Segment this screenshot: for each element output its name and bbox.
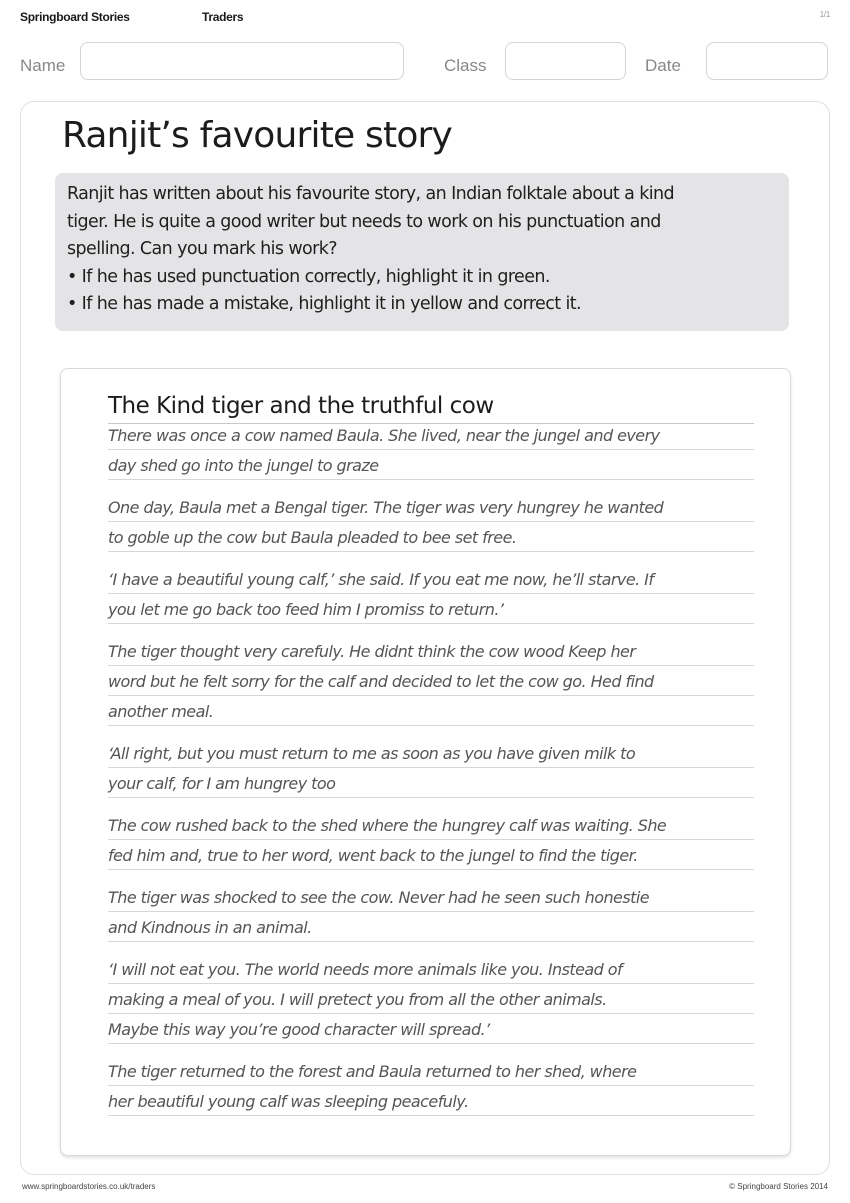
story-paragraph[interactable] <box>108 420 754 480</box>
story-line[interactable]: you let me go back too feed him I promiss to return.’ <box>108 594 754 624</box>
story-paragraph[interactable] <box>108 1056 754 1116</box>
story-paragraph[interactable] <box>108 810 754 870</box>
story-paragraph[interactable] <box>108 492 754 552</box>
story-paragraph[interactable] <box>108 738 754 798</box>
story-paragraph[interactable] <box>108 636 754 726</box>
page-indicator: 1/1 <box>819 10 830 19</box>
story-line[interactable]: ‘I will not eat you. The world needs more animals like you. Instead of <box>108 954 754 984</box>
story-line[interactable]: and Kindnous in an animal. <box>108 912 754 942</box>
footer-copyright: © Springboard Stories 2014 <box>729 1182 828 1191</box>
date-field[interactable] <box>706 42 828 80</box>
instruction-line: tiger. He is quite a good writer but needs to work on his punctuation and <box>67 211 661 232</box>
story-line[interactable]: One day, Baula met a Bengal tiger. The tiger was very hungrey he wanted <box>108 492 754 522</box>
story-title: The Kind tiger and the truthful cow <box>108 391 754 424</box>
story-line[interactable]: ‘I have a beautiful young calf,’ she said. If you eat me now, he’ll starve. If <box>108 564 754 594</box>
story-line[interactable]: making a meal of you. I will pretect you from all the other animals. <box>108 984 754 1014</box>
story-line[interactable]: her beautiful young calf was sleeping peacefuly. <box>108 1086 754 1116</box>
date-label: Date <box>645 56 681 75</box>
series-name: Traders <box>202 10 244 24</box>
instruction-bullet-green: • If he has used punctuation correctly, highlight it in green. <box>67 266 550 287</box>
name-label: Name <box>20 56 66 75</box>
story-line[interactable]: your calf, for I am hungrey too <box>108 768 754 798</box>
story-line[interactable]: The tiger thought very carefuly. He didnt think the cow wood Keep her <box>108 636 754 666</box>
story-paragraph[interactable] <box>108 882 754 942</box>
class-field[interactable] <box>505 42 626 80</box>
story-line[interactable]: The tiger was shocked to see the cow. Never had he seen such honestie <box>108 882 754 912</box>
story-paragraph[interactable] <box>108 954 754 1044</box>
brand-name: Springboard Stories <box>20 10 130 24</box>
story-line[interactable]: Maybe this way you’re good character will spread.’ <box>108 1014 754 1044</box>
story-line[interactable]: The tiger returned to the forest and Baula returned to her shed, where <box>108 1056 754 1086</box>
instructions-box <box>55 173 789 331</box>
story-line[interactable]: another meal. <box>108 696 754 726</box>
instruction-line: Ranjit has written about his favourite story, an Indian folktale about a kind <box>67 184 675 204</box>
story-line[interactable]: ‘All right, but you must return to me as soon as you have given milk to <box>108 738 754 768</box>
story-line[interactable]: The cow rushed back to the shed where the hungrey calf was waiting. She <box>108 810 754 840</box>
story-line[interactable]: word but he felt sorry for the calf and decided to let the cow go. Hed find <box>108 666 754 696</box>
name-field[interactable] <box>80 42 404 80</box>
page-header <box>20 10 830 28</box>
instruction-line: spelling. Can you mark his work? <box>67 239 337 259</box>
page-title: Ranjit’s favourite story <box>62 115 453 156</box>
story-line[interactable]: There was once a cow named Baula. She lived, near the jungel and every <box>108 420 754 450</box>
footer-url: www.springboardstories.co.uk/traders <box>22 1182 156 1191</box>
story-line[interactable]: to goble up the cow but Baula pleaded to bee set free. <box>108 522 754 552</box>
story-line[interactable]: day shed go into the jungel to graze <box>108 450 754 480</box>
story-paragraph[interactable] <box>108 564 754 624</box>
class-label: Class <box>444 56 487 75</box>
instruction-bullet-yellow: • If he has made a mistake, highlight it in yellow and correct it. <box>67 294 581 314</box>
story-line[interactable]: fed him and, true to her word, went back to the jungel to find the tiger. <box>108 840 754 870</box>
